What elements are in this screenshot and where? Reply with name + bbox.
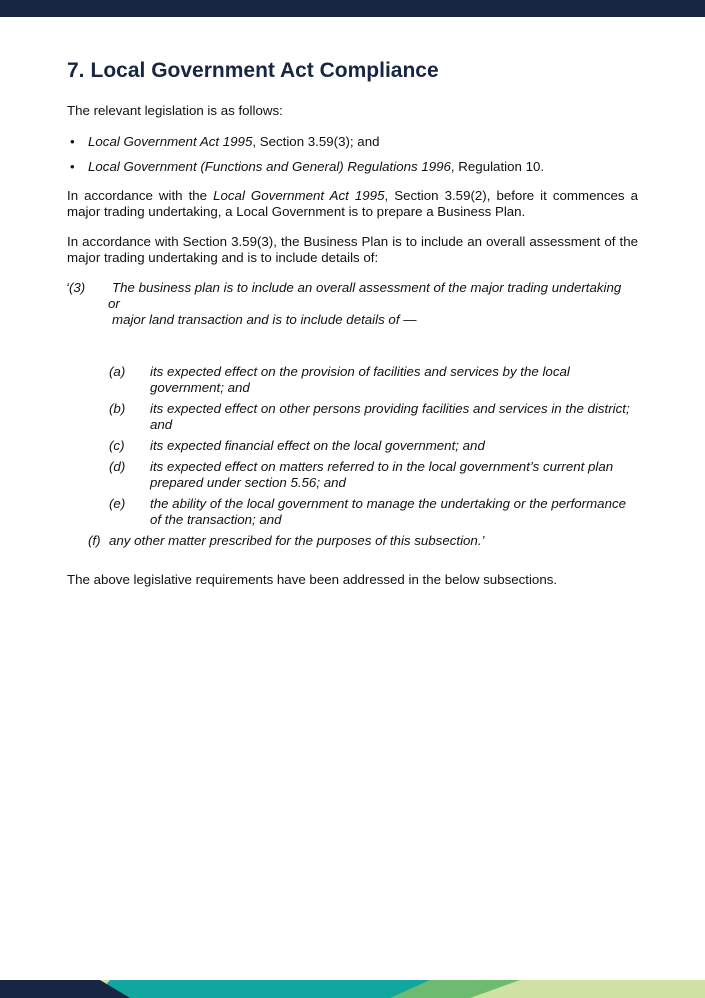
- item-text: its expected effect on matters referred to in the local government’s current plan prepared under section 5.56; and: [150, 459, 614, 490]
- act-title: Local Government Act 1995: [213, 188, 385, 203]
- text-line: The business plan is to include an overall assessment of the major trading undertaking or: [108, 280, 622, 311]
- act-title: Local Government Act 1995: [88, 134, 253, 149]
- item-letter: (f): [88, 533, 101, 548]
- sub-item: [66, 401, 638, 433]
- sub-items: [66, 364, 638, 528]
- closing-paragraph: The above legislative requirements have been addressed in the below subsections.: [67, 572, 558, 587]
- sub-item: [66, 438, 638, 454]
- section-heading: [67, 56, 638, 86]
- section-title: Local Government Act Compliance: [90, 59, 439, 82]
- sub-item: [66, 459, 638, 491]
- item-text: its expected effect on the provision of facilities and services by the local government; and: [150, 364, 570, 395]
- intro-paragraph: The relevant legislation is as follows:: [67, 103, 283, 118]
- subsection-text: [66, 280, 628, 328]
- list-item: [67, 134, 638, 150]
- item-letter: (c): [109, 438, 125, 453]
- item-text: its expected financial effect on the local government; and: [150, 438, 485, 453]
- footer-teal: [95, 980, 430, 998]
- bullet-icon: •: [70, 134, 75, 149]
- act-detail: , Section 3.59(3); and: [252, 134, 380, 149]
- text-run: In accordance with the: [67, 188, 214, 203]
- bullet-icon: •: [70, 159, 75, 174]
- section-number: 7.: [67, 59, 85, 82]
- text-line: major land transaction and is to include details of —: [112, 312, 417, 327]
- quoted-subsection: [66, 280, 638, 549]
- item-letter: (e): [109, 496, 126, 511]
- item-letter: (b): [109, 401, 126, 416]
- item-text: the ability of the local government to manage the undertaking or the performance of the transaction; and: [150, 496, 627, 527]
- sub-item: [66, 364, 638, 396]
- list-item: [67, 159, 638, 175]
- footer-band: [0, 980, 705, 998]
- item-letter: (a): [109, 364, 126, 379]
- document-page: [67, 56, 638, 588]
- text-run: , Section 3.59(2), before it commences a major trading undertaking, a Local Government is to prepare a Business Plan.: [67, 188, 638, 219]
- header-bar: [0, 0, 705, 17]
- item-text: any other matter prescribed for the purposes of this subsection.’: [109, 533, 485, 548]
- subsection-number: ‘(3): [66, 280, 86, 295]
- act-title: Local Government (Functions and General) Regulations 1996: [88, 159, 451, 174]
- legislation-list: [67, 134, 638, 175]
- accordance-paragraph: [67, 188, 638, 220]
- item-f: [66, 533, 638, 549]
- sub-item: [66, 496, 638, 528]
- item-letter: (d): [109, 459, 126, 474]
- act-detail: , Regulation 10.: [450, 159, 545, 174]
- section-paragraph: In accordance with Section 3.59(3), the Business Plan is to include an overall assessment of the major trading undertaking and is to include details of:: [67, 234, 638, 265]
- item-text: its expected effect on other persons providing facilities and services in the district; and: [150, 401, 630, 432]
